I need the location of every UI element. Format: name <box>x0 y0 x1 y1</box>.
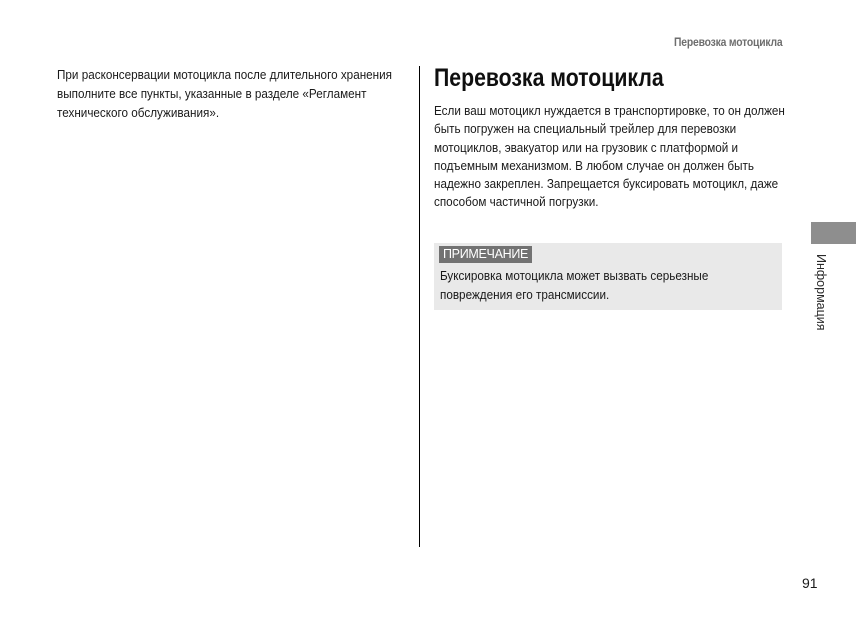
right-column <box>434 62 784 212</box>
page-number: 91 <box>802 575 818 591</box>
left-paragraph: При расконсервации мотоцикла после длительного хранения выполните все пункты, указанные в разделе «Регламент технического обслуживания». <box>57 67 393 120</box>
section-tab-marker <box>811 222 856 244</box>
section-tab-label: Информация <box>814 254 828 331</box>
section-paragraph: Если ваш мотоцикл нуждается в транспортировке, то он должен быть погружен на специальный трейлер для перевозки мотоциклов, эвакуатор или на грузовик с платформой и подъемным механизмом. В любом случае он должен быть надежно закреплен. Запрещается буксировать мотоцикл, даже способом частичной погрузки. <box>434 103 785 210</box>
column-divider <box>419 66 420 547</box>
running-header-title: Перевозка мотоцикла <box>673 37 782 49</box>
section-title: Перевозка мотоцикла <box>434 64 664 92</box>
note-label: ПРИМЕЧАНИЕ <box>439 246 532 263</box>
note-box <box>434 243 782 310</box>
note-text: Буксировка мотоцикла может вызвать серьезные повреждения его трансмиссии. <box>440 268 709 302</box>
left-column <box>57 65 407 122</box>
